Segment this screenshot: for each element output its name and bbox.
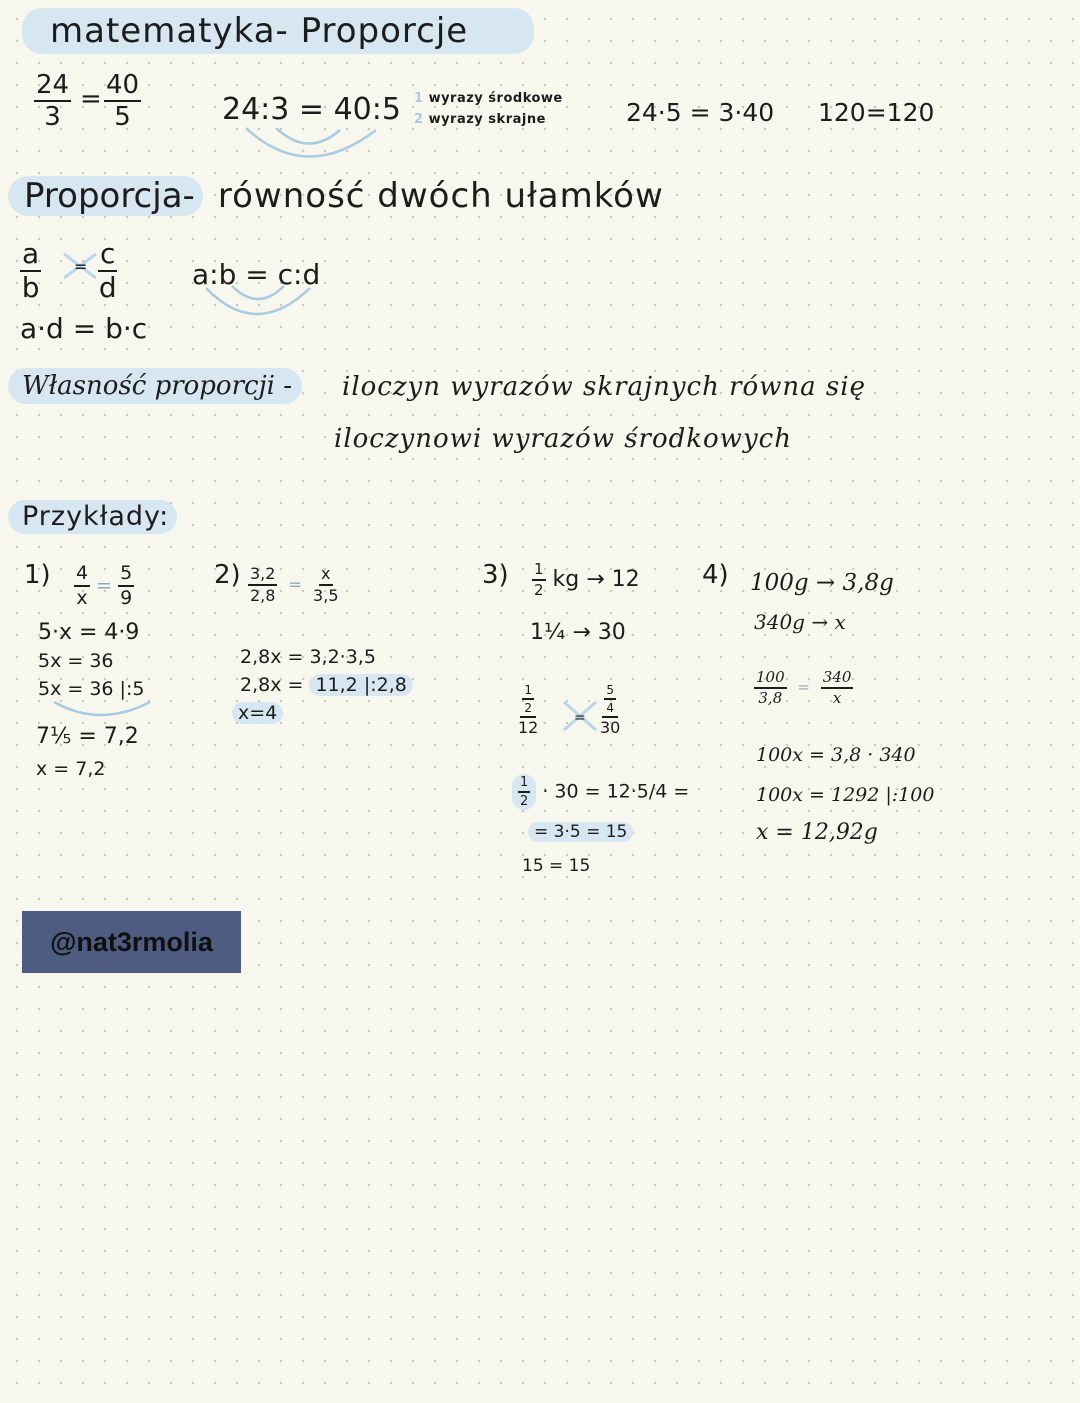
intro-ratio-arcs xyxy=(236,124,396,174)
example-2-step-1: 2,8x = 3,2·3,5 xyxy=(240,646,376,668)
intro-ratio: 24:3 = 40:5 xyxy=(222,92,401,127)
intro-fraction-right: $\frac{40}{5}$ xyxy=(106,70,140,132)
svg-text:=: = xyxy=(574,710,586,726)
example-1-step-3: 5x = 36 |:5 xyxy=(38,678,145,700)
example-3-row-2: 1¼ → 30 xyxy=(530,620,626,645)
example-1-result: x = 7,2 xyxy=(36,758,106,780)
definition-fraction-ab: $\frac{a}{b}$ xyxy=(21,237,40,304)
example-3-result: 15 = 15 xyxy=(522,856,591,876)
example-4-result: x = 12,92g xyxy=(756,820,878,845)
page-title: matematyka- Proporcje xyxy=(22,8,534,54)
author-badge: @nat3rmolia xyxy=(22,911,241,973)
definition-ratio: a:b = c:d xyxy=(192,258,321,291)
example-2-highlight: 11,2 |:2,8 xyxy=(309,674,412,696)
example-4-row-1: 100g → 3,8g xyxy=(750,570,894,596)
example-4-row-2: 340g → x xyxy=(754,610,846,634)
example-3-fraction-left: $\frac{\frac{1}{2}}{12}$ xyxy=(518,683,539,737)
example-4-proportion: $\frac{100}{3,8}$ = $\frac{340}{x}$ xyxy=(756,668,852,707)
example-1-proportion: $\frac{4}{x}$ = $\frac{5}{9}$ xyxy=(76,562,133,609)
example-4-step-1: 100x = 3,8 · 340 xyxy=(756,744,916,766)
definition-text: równość dwóch ułamków xyxy=(217,176,664,216)
intro-result: 120=120 xyxy=(818,98,935,127)
example-3-label: 3) xyxy=(482,560,509,590)
example-1-label: 1) xyxy=(24,560,51,590)
intro-legend: 1 wyrazy środkowe 2 wyrazy skrajne xyxy=(414,91,563,127)
intro-equals: = xyxy=(80,84,102,114)
example-2-step-2: 2,8x = 11,2 |:2,8 xyxy=(240,674,413,696)
property-line-2: iloczynowi wyrazów środkowych xyxy=(334,424,792,454)
example-2-proportion: $\frac{3,2}{2,8}$ = $\frac{x}{3,5}$ xyxy=(250,564,339,605)
example-4-label: 4) xyxy=(702,560,729,590)
example-3-cross-icon xyxy=(560,698,600,734)
example-1-arc xyxy=(50,698,160,722)
example-3-step-2: = 3·5 = 15 xyxy=(528,822,633,842)
cross-multiply-icon xyxy=(60,250,100,282)
example-4-step-2: 100x = 1292 |:100 xyxy=(756,784,935,806)
intro-fraction-left: $\frac{24}{3}$ xyxy=(36,70,70,132)
definition-label: Proporcja- xyxy=(8,176,203,216)
property-line-1: iloczyn wyrazów skrajnych równa się xyxy=(342,372,866,402)
property-heading xyxy=(8,368,302,404)
property-label: Własność proporcji - xyxy=(8,368,302,404)
svg-text:=: = xyxy=(74,257,88,276)
example-2-label: 2) xyxy=(214,560,241,590)
definition-heading xyxy=(8,176,664,216)
intro-product: 24·5 = 3·40 xyxy=(626,98,775,127)
example-1-step-4: 7⅕ = 7,2 xyxy=(36,724,139,749)
example-3-fraction-right: $\frac{\frac{5}{4}}{30}$ xyxy=(600,683,621,737)
definition-fraction-cd: $\frac{c}{d}$ xyxy=(98,237,117,304)
example-1-step-1: 5·x = 4·9 xyxy=(38,620,140,645)
example-1-step-2: 5x = 36 xyxy=(38,650,114,672)
example-3-step-1: $\frac{1}{2}$ · 30 = 12·5/4 = xyxy=(512,774,689,810)
examples-label: Przykłady: xyxy=(8,500,177,534)
example-3-row-1: $\frac{1}{2}$ kg → 12 xyxy=(534,560,640,599)
definition-ratio-arcs xyxy=(200,282,320,326)
definition-rule: a·d = b·c xyxy=(20,312,148,345)
example-2-result: x=4 xyxy=(232,702,283,724)
